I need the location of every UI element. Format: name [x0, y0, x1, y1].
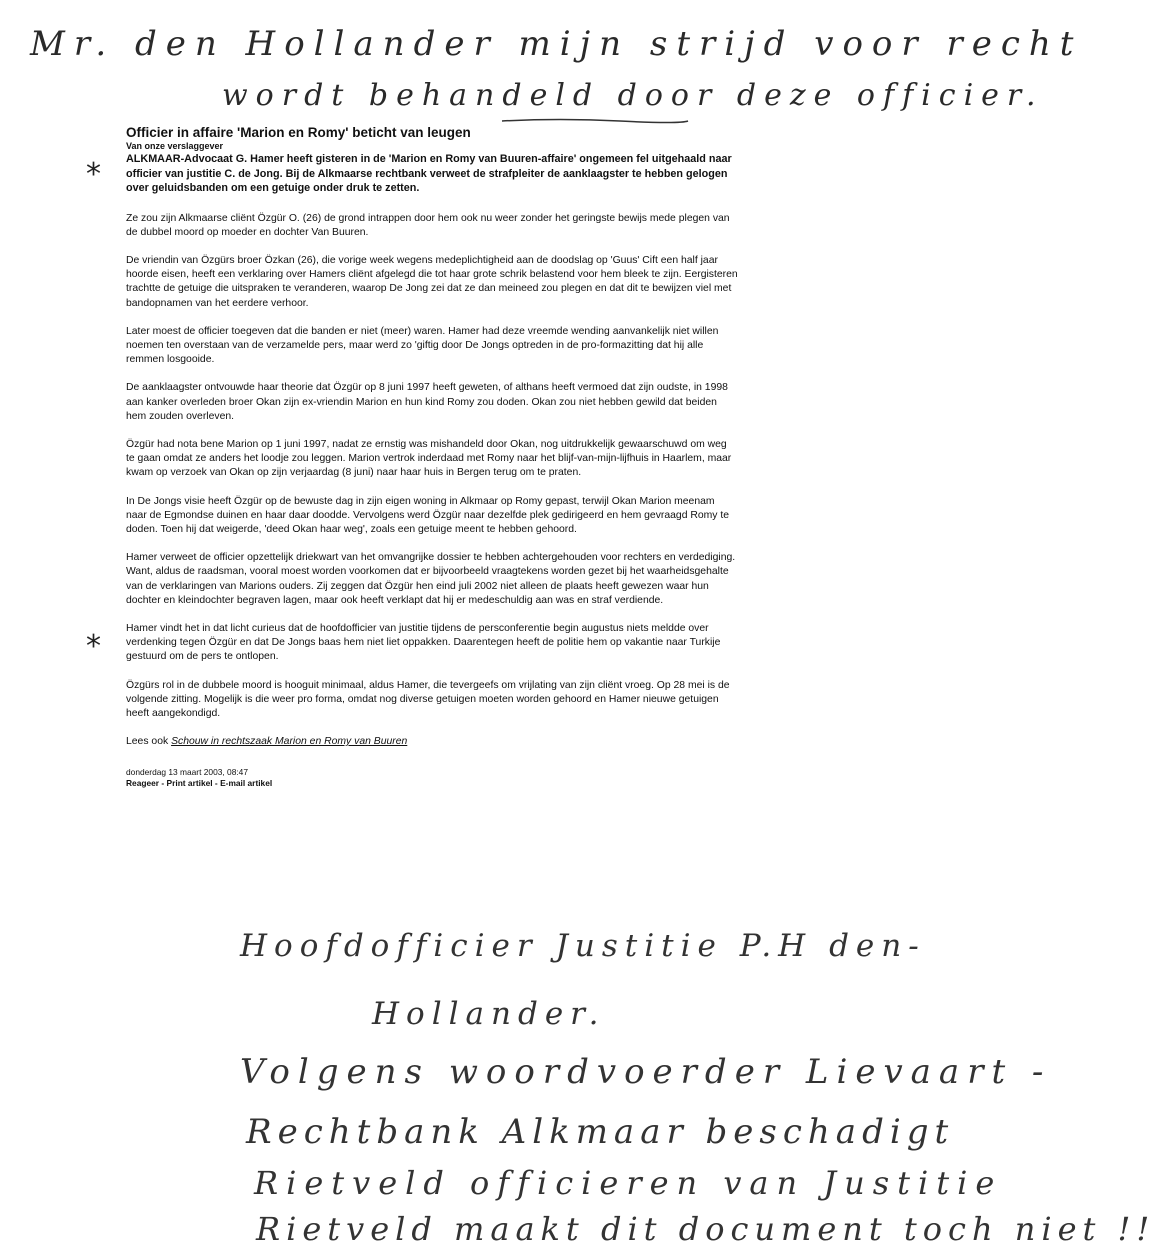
article-paragraph-9: Özgürs rol in de dubbele moord is hooguit minimaal, aldus Hamer, die tevergeefs om vrijlating van zijn cliënt vroeg. Op 28 mei is de volgende zitting. Mogelijk is die weer pro forma, omdat nog diverse getuigen moeten worden gehoord en Hamer nieuwe getuigen heeft aangekondigd.	[126, 679, 730, 719]
read-also-prefix: Lees ook	[126, 736, 169, 748]
article-paragraph-1: Ze zou zijn Alkmaarse cliënt Özgür O. (26) de grond intrappen door hem ook nu weer zonder het geringste bewijs mede plegen van de dubbel moord op moeder en dochter Van Buuren.	[126, 212, 730, 238]
margin-asterisk-mark-1: *	[86, 157, 101, 192]
handwritten-bottom-line-5: Rietveld officieren van Justitie	[254, 1164, 1003, 1202]
article-actions	[126, 778, 738, 789]
action-separator: -	[212, 777, 221, 788]
handwritten-bottom-line-4: Rechtbank Alkmaar beschadigt	[246, 1112, 955, 1152]
article-paragraph-7: Hamer verweet de officier opzettelijk driekwart van het omvangrijke dossier te hebben achtergehouden voor rechters en verdediging. Want, aldus de raadsman, vooral moest worden voorkomen dat er bijvoorbeeld vraagtekens worden gezet bij het waarheidsgehalte van de verklaringen van Marions ouders. Zij zeggen dat Özgür hen eind juli 2002 niet alleen de plaats heeft gewezen waar hun dochter en kleindochter begraven lagen, maar ook heeft verklapt dat hij er medeschuldig aan was en straf verdiende.	[126, 552, 736, 606]
article-date: donderdag 13 maart 2003, 08:47	[126, 767, 248, 778]
read-also-link[interactable]: Schouw in rechtszaak Marion en Romy van Buuren	[171, 736, 408, 748]
article-paragraph-2: De vriendin van Özgürs broer Özkan (26), die vorige week wegens medeplichtigheid aan de doodslag op 'Guus' Cift een half jaar hoorde eisen, heeft een verklaring over Hamers cliënt afgelegd die tot haar grote schrik belastend voor hem bleek te zijn. Eergisteren trachtte de getuige die uitspraken te veranderen, waarop De Jong zei dat ze dan meineed zou plegen en dat dit te bewijzen viel met bandopnamen van het eerdere verhoor.	[126, 254, 738, 309]
margin-asterisk-mark-2: *	[86, 629, 101, 664]
action-separator: -	[159, 777, 167, 788]
article-paragraph-6: In De Jongs visie heeft Özgür op de bewuste dag in zijn eigen woning in Alkmaar op Romy gepast, terwijl Okan Marion meenam naar de Egmondse duinen en haar daar doodde. Vervolgens werd Özgür naar dezelfde plek gedirigeerd en hem gevraagd Romy te doden. Toen hij dat weigerde, 'deed Okan haar weg', zoals een getuige meent te hebben gehoord.	[126, 495, 730, 535]
handwritten-note-line-1: Mr. den Hollander mijn strijd voor recht	[30, 24, 1083, 64]
handwritten-note-line-2: wordt behandeld door deze officier.	[222, 78, 1044, 113]
react-link[interactable]: Reageer	[126, 777, 160, 788]
article-paragraph-3: Later moest de officier toegeven dat die banden er niet (meer) waren. Hamer had deze vreemde wending aanvankelijk niet willen noemen ten overstaan van de verzamelde pers, maar werd zo 'giftig door De Jongs optreden in de pro-formazitting dat hij alle remmen losgooide.	[126, 325, 719, 366]
news-article	[126, 124, 738, 788]
email-article-link[interactable]: E-mail artikel	[220, 777, 273, 788]
article-paragraph-5: Özgür had nota bene Marion op 1 juni 1997, nadat ze ernstig was mishandeld door Okan, nog uitdrukkelijk gewaarschuwd om weg te gaan omdat ze anders het loodje zou leggen. Marion vertrok inderdaad met Romy naar het blijf-van-mijn-lijfhuis in Haarlem, maar kwam op verzoek van Okan op zijn verjaardag (8 juni) naar haar huis in Bergen terug om te praten.	[126, 438, 732, 479]
handwritten-bottom-line-6: Rietveld maakt dit document toch niet !!	[256, 1210, 1155, 1248]
article-byline: Van onze verslaggever	[126, 141, 224, 151]
article-lead: ALKMAAR-Advocaat G. Hamer heeft gisteren in de 'Marion en Romy van Buuren-affaire' ongemeen fel uitgehaald naar officier van justitie C. de Jong. Bij de Alkmaarse rechtbank verweet de strafpleiter de aanklaagster te hebben gelogen over geluidsbanden om een getuige onder druk te zetten.	[126, 153, 732, 194]
handwritten-bottom-line-2: Hollander.	[372, 996, 606, 1032]
handwritten-bottom-line-1: Hoofdofficier Justitie P.H den-	[240, 928, 926, 964]
article-headline: Officier in affaire 'Marion en Romy' beticht van leugen	[126, 125, 471, 140]
handwritten-bottom-line-3: Volgens woordvoerder Lievaart -	[240, 1052, 1052, 1092]
print-article-link[interactable]: Print artikel	[166, 777, 213, 788]
article-paragraph-8: Hamer vindt het in dat licht curieus dat de hoofdofficier van justitie tijdens de persconferentie begin augustus niets meldde over verdenking tegen Özgür en dat De Jongs baas hem niet liet oppakken. Daarentegen heeft de politie hem op vakantie naar Turkije gestuurd om de pers te ontlopen.	[126, 622, 721, 663]
read-also	[126, 735, 738, 749]
article-paragraph-4: De aanklaagster ontvouwde haar theorie dat Özgür op 8 juni 1997 heeft geweten, of althans heeft vermoed dat zijn oudste, in 1998 aan kanker overleden broer Okan zijn ex-vriendin Marion en hun kind Romy zou doden. Okan zou niet hebben gewild dat beiden hem zouden overleven.	[126, 382, 728, 422]
